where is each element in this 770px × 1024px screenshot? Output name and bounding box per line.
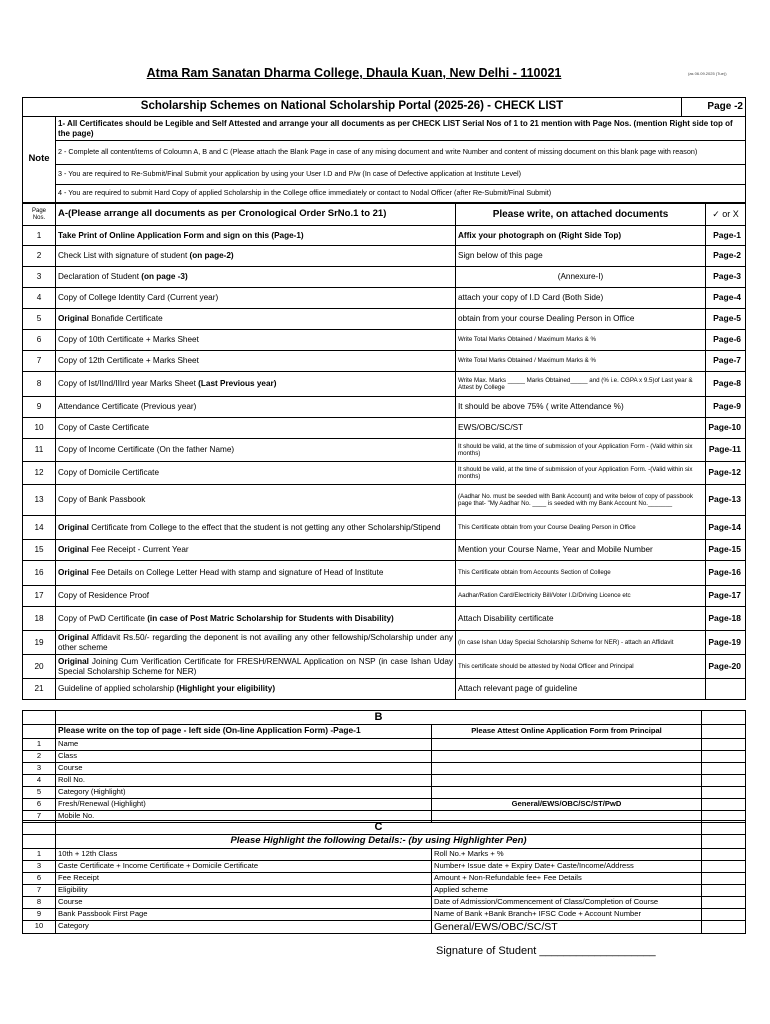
- section-c-row: [23, 860, 746, 872]
- document-description: [56, 516, 456, 540]
- instruction-note: Mention your Course Name, Year and Mobile Number: [456, 540, 706, 561]
- instruction-note: Write Total Marks Obtained / Maximum Marks & %: [456, 351, 706, 372]
- description-pre: Copy of Domicile Certificate: [58, 468, 160, 478]
- instruction-note: Affix your photograph on (Right Side Top): [456, 226, 706, 246]
- instruction-note: This Certificate obtain from Accounts Section of College: [456, 561, 706, 586]
- document-description: [56, 485, 456, 516]
- checklist-row: [23, 516, 746, 540]
- row-number: 19: [23, 631, 56, 655]
- description-pre: Copy of Caste Certificate: [58, 423, 150, 433]
- section-c-row: [23, 920, 746, 933]
- detail-value: Number+ Issue date + Expiry Date+ Caste/Income/Address: [432, 860, 702, 872]
- field-label: Fresh/Renewal (Highlight): [56, 798, 432, 810]
- detail-label: Course: [56, 896, 432, 908]
- description-pre: Copy of Income Certificate (On the father Name): [58, 445, 235, 455]
- instruction-note: attach your copy of I.D Card (Both Side): [456, 288, 706, 309]
- field-label: Roll No.: [56, 774, 432, 786]
- row-number: 4: [23, 288, 56, 309]
- description-pre: Copy of PwD Certificate: [58, 613, 148, 623]
- section-b-row: [23, 774, 746, 786]
- detail-label: 10th + 12th Class: [56, 848, 432, 860]
- page-label: Page-6: [706, 330, 746, 351]
- checklist-row: [23, 631, 746, 655]
- section-b-row: [23, 798, 746, 810]
- document-description: [56, 631, 456, 655]
- print-date: (as 06.09.2025 (Tue)): [688, 71, 727, 76]
- page-label: Page-8: [706, 372, 746, 397]
- checklist-title: Scholarship Schemes on National Scholarship Portal (2025-26) - CHECK LIST: [23, 98, 682, 117]
- field-value: [432, 774, 702, 786]
- row-number: 12: [23, 462, 56, 485]
- instruction-note: It should be valid, at the time of submission of your Application Form - (Valid within six months): [456, 439, 706, 462]
- row-number: 8: [23, 372, 56, 397]
- checklist-row: [23, 540, 746, 561]
- notes-table: [22, 116, 746, 203]
- row-number: 11: [23, 439, 56, 462]
- description-bold: (in case of Post Matric Scholarship for Students with Disability): [147, 613, 394, 623]
- description-bold: Original: [58, 657, 89, 667]
- instruction-note: It should be above 75% ( write Attendance %): [456, 397, 706, 418]
- checklist-row: [23, 586, 746, 607]
- instruction-note: EWS/OBC/SC/ST: [456, 418, 706, 439]
- checklist-row: [23, 397, 746, 418]
- section-c-label: C: [56, 821, 702, 835]
- field-value: [432, 786, 702, 798]
- row-number: 3: [23, 860, 56, 872]
- title-table: [22, 97, 746, 117]
- row-number: 3: [23, 762, 56, 774]
- section-a-heading: A-(Please arrange all documents as per Cronological Order SrNo.1 to 21): [56, 204, 456, 226]
- row-number: 1: [23, 848, 56, 860]
- description-post: Fee Receipt - Current Year: [88, 545, 189, 555]
- note-item: 4 - You are required to submit Hard Copy of applied Scholarship in the College office immediately or contact to Nodal Officer (after Re-Submit/Final Submit): [56, 185, 746, 203]
- page-label: Page-10: [706, 418, 746, 439]
- document-description: [56, 679, 456, 700]
- document-description: [56, 226, 456, 246]
- checklist-row: [23, 309, 746, 330]
- instruction-note: Write Max. Marks _____ Marks Obtained_____ and (% i.e. CGPA x 9.5)of Last year & Attest by College: [456, 372, 706, 397]
- row-number: 20: [23, 655, 56, 679]
- description-bold: Original: [58, 568, 89, 578]
- description-pre: Attendance Certificate (Previous year): [58, 402, 197, 412]
- row-number: 6: [23, 798, 56, 810]
- instruction-note: Sign below of this page: [456, 246, 706, 267]
- description-bold: (on page -3): [141, 272, 188, 282]
- note-item: 3 - You are required to Re-Submit/Final Submit your application by using your User I.D and P/w (In case of Defective application at Institute Level): [56, 165, 746, 185]
- row-number: 8: [23, 896, 56, 908]
- checklist-row: [23, 439, 746, 462]
- instruction-note: Attach relevant page of guideline: [456, 679, 706, 700]
- document-description: [56, 462, 456, 485]
- instruction-note: Write Total Marks Obtained / Maximum Marks & %: [456, 330, 706, 351]
- row-number: 18: [23, 607, 56, 631]
- page-label: Page-4: [706, 288, 746, 309]
- detail-value: Roll No.+ Marks + %: [432, 848, 702, 860]
- row-number: 2: [23, 246, 56, 267]
- page-label: Page-7: [706, 351, 746, 372]
- detail-value: Amount + Non-Refundable fee+ Fee Details: [432, 872, 702, 884]
- page-label: Page-3: [706, 267, 746, 288]
- college-name: Atma Ram Sanatan Dharma College, Dhaula Kuan, New Delhi - 110021: [146, 66, 562, 80]
- section-c-row: [23, 896, 746, 908]
- description-post: Affidavit Rs.50/- regarding the deponent is not availing any other fellowship/Scholarship under any other scheme: [58, 633, 453, 652]
- checklist-row: [23, 226, 746, 246]
- section-c-row: [23, 908, 746, 920]
- section-c-row: [23, 872, 746, 884]
- note-label: Note: [23, 117, 56, 203]
- page-label: Page-5: [706, 309, 746, 330]
- field-value: [432, 750, 702, 762]
- document-description: [56, 267, 456, 288]
- detail-label: Fee Receipt: [56, 872, 432, 884]
- description-bold: Original: [58, 545, 89, 555]
- tick-or-cross-header: ✓ or X: [706, 204, 746, 226]
- document-description: [56, 309, 456, 330]
- page-label: Page-1: [706, 226, 746, 246]
- row-number: 13: [23, 485, 56, 516]
- description-pre: Copy of Residence Proof: [58, 591, 150, 601]
- row-number: 17: [23, 586, 56, 607]
- description-pre: Copy of 12th Certificate + Marks Sheet: [58, 356, 199, 366]
- detail-label: Caste Certificate + Income Certificate + Domicile Certificate: [56, 860, 432, 872]
- row-number: 9: [23, 908, 56, 920]
- checklist-row: [23, 351, 746, 372]
- field-value: [432, 762, 702, 774]
- row-number: 21: [23, 679, 56, 700]
- row-number: 16: [23, 561, 56, 586]
- description-bold: Original: [58, 522, 89, 532]
- page-label: Page-17: [706, 586, 746, 607]
- document-description: [56, 561, 456, 586]
- row-number: 10: [23, 418, 56, 439]
- row-number: 3: [23, 267, 56, 288]
- detail-label: Bank Passbook First Page: [56, 908, 432, 920]
- description-post: Joining Cum Verification Certificate for FRESH/RENWAL Application on NSP (in case Ishan Uday Special Scholarship Scheme for NER): [58, 657, 453, 676]
- detail-value: Name of Bank +Bank Branch+ IFSC Code + Account Number: [432, 908, 702, 920]
- row-number: 6: [23, 330, 56, 351]
- description-bold: Take Print of Online Application Form and sign on this (Page-1): [58, 230, 304, 240]
- checklist-row: [23, 246, 746, 267]
- description-pre: Copy of Ist/IInd/IIIrd year Marks Sheet: [58, 379, 199, 389]
- checklist-row: [23, 679, 746, 700]
- row-number: 14: [23, 516, 56, 540]
- checklist-row: [23, 267, 746, 288]
- description-bold: (Last Previous year): [198, 379, 277, 389]
- section-c-row: [23, 884, 746, 896]
- checklist-row: [23, 372, 746, 397]
- row-number: 6: [23, 872, 56, 884]
- row-number: 7: [23, 351, 56, 372]
- page-label: Page-20: [706, 655, 746, 679]
- detail-value: Applied scheme: [432, 884, 702, 896]
- description-bold: Original: [58, 633, 89, 643]
- section-b-label: B: [56, 711, 702, 725]
- detail-value: Date of Admission/Commencement of Class/Completion of Course: [432, 896, 702, 908]
- field-label: Category (Highlight): [56, 786, 432, 798]
- checklist-row: [23, 485, 746, 516]
- description-post: Bonafide Certificate: [88, 314, 163, 324]
- row-number: 5: [23, 786, 56, 798]
- document-description: [56, 418, 456, 439]
- field-value: General/EWS/OBC/SC/ST/PwD: [432, 798, 702, 810]
- page-label: Page-18: [706, 607, 746, 631]
- description-pre: Guideline of applied scholarship: [58, 684, 177, 694]
- instruction-note: This Certificate obtain from your Course Dealing Person in Office: [456, 516, 706, 540]
- section-c-row: [23, 848, 746, 860]
- description-post: Certificate from College to the effect that the student is not getting any other Scholarship/Stipend: [88, 522, 441, 532]
- section-b-row: [23, 786, 746, 798]
- document-description: [56, 288, 456, 309]
- checklist-row: [23, 418, 746, 439]
- row-number: 1: [23, 738, 56, 750]
- instruction-note: (Annexure-I): [456, 267, 706, 288]
- page-label: Page-16: [706, 561, 746, 586]
- section-b-row: [23, 750, 746, 762]
- document-description: [56, 540, 456, 561]
- document-description: [56, 246, 456, 267]
- detail-label: Eligibility: [56, 884, 432, 896]
- page-number: Page -2: [682, 98, 746, 117]
- instruction-note: obtain from your course Dealing Person in Office: [456, 309, 706, 330]
- checklist-row: [23, 607, 746, 631]
- document-description: [56, 330, 456, 351]
- instruction-note: This certificate should be attested by Nodal Officer and Principal: [456, 655, 706, 679]
- row-number: 2: [23, 750, 56, 762]
- instruction-note: It should be valid, at the time of submission of your Application Form. -(Valid within six months): [456, 462, 706, 485]
- field-label: Class: [56, 750, 432, 762]
- checklist-row: [23, 462, 746, 485]
- page-label: Page-2: [706, 246, 746, 267]
- row-number: 1: [23, 226, 56, 246]
- description-pre: Check List with signature of student: [58, 251, 190, 261]
- document-description: [56, 397, 456, 418]
- description-pre: Copy of Bank Passbook: [58, 495, 146, 505]
- description-post: Fee Details on College Letter Head with stamp and signature of Head of Institute: [88, 568, 384, 578]
- write-heading: Please write, on attached documents: [456, 204, 706, 226]
- description-bold: (Highlight your eligibility): [176, 684, 276, 694]
- checklist-row: [23, 655, 746, 679]
- row-number: 15: [23, 540, 56, 561]
- section-c-heading: Please Highlight the following Details:- (by using Highlighter Pen): [56, 834, 702, 848]
- instruction-note: Attach Disability certificate: [456, 607, 706, 631]
- field-label: Mobile No.: [56, 810, 432, 822]
- attest-note: Please Attest Online Application Form from Principal: [432, 724, 702, 738]
- page-nos-header: Page Nos.: [23, 204, 56, 226]
- page-label: Page-15: [706, 540, 746, 561]
- detail-value: General/EWS/OBC/SC/ST: [432, 920, 702, 933]
- row-number: 7: [23, 810, 56, 822]
- detail-label: Category: [56, 920, 432, 933]
- description-bold: (on page-2): [189, 251, 234, 261]
- document-description: [56, 439, 456, 462]
- section-b-heading: Please write on the top of page - left side (On-line Application Form) -Page-1: [56, 724, 432, 738]
- row-number: 10: [23, 920, 56, 933]
- page-label: Page-9: [706, 397, 746, 418]
- row-number: 7: [23, 884, 56, 896]
- section-b-table: [22, 710, 746, 823]
- description-pre: Declaration of Student: [58, 272, 142, 282]
- checklist-row: [23, 288, 746, 309]
- field-value: [432, 738, 702, 750]
- section-b-row: [23, 762, 746, 774]
- checklist-row: [23, 330, 746, 351]
- field-label: Name: [56, 738, 432, 750]
- description-pre: Copy of College Identity Card (Current year): [58, 293, 219, 303]
- page-label: [706, 679, 746, 700]
- student-signature-line: Signature of Student ___________________: [436, 945, 656, 957]
- document-description: [56, 372, 456, 397]
- document-description: [56, 351, 456, 372]
- page-label: Page-11: [706, 439, 746, 462]
- instruction-note: Aadhar/Ration Card/Electricity Bill/Voter I.D/Driving Licence etc: [456, 586, 706, 607]
- page-label: Page-19: [706, 631, 746, 655]
- instruction-note: (In case Ishan Uday Special Scholarship Scheme for NER) - attach an Affidavit: [456, 631, 706, 655]
- section-a-table: [22, 203, 746, 700]
- note-item: 2 - Complete all content/items of Coloumn A, B and C (Please attach the Blank Page in case of any mising document and write Number and content of missing document on this blank page with reason): [56, 141, 746, 165]
- page-label: Page-13: [706, 485, 746, 516]
- row-number: 9: [23, 397, 56, 418]
- section-b-row: [23, 738, 746, 750]
- description-pre: Copy of 10th Certificate + Marks Sheet: [58, 335, 199, 345]
- document-description: [56, 655, 456, 679]
- section-c-table: [22, 820, 746, 934]
- document-description: [56, 586, 456, 607]
- note-item: 1- All Certificates should be Legible and Self Attested and arrange your all documents as per CHECK LIST Serial Nos of 1 to 21 mention with Page Nos. (mention Right side top of the page): [56, 117, 746, 141]
- checklist-row: [23, 561, 746, 586]
- instruction-note: (Aadhar No. must be seeded with Bank Account) and write below of copy of passbook page that- "My Aadhar No. ____ is seeded with my Bank Account No._______: [456, 485, 706, 516]
- row-number: 5: [23, 309, 56, 330]
- description-bold: Original: [58, 314, 89, 324]
- field-label: Course: [56, 762, 432, 774]
- page-label: Page-12: [706, 462, 746, 485]
- page-label: Page-14: [706, 516, 746, 540]
- document-description: [56, 607, 456, 631]
- row-number: 4: [23, 774, 56, 786]
